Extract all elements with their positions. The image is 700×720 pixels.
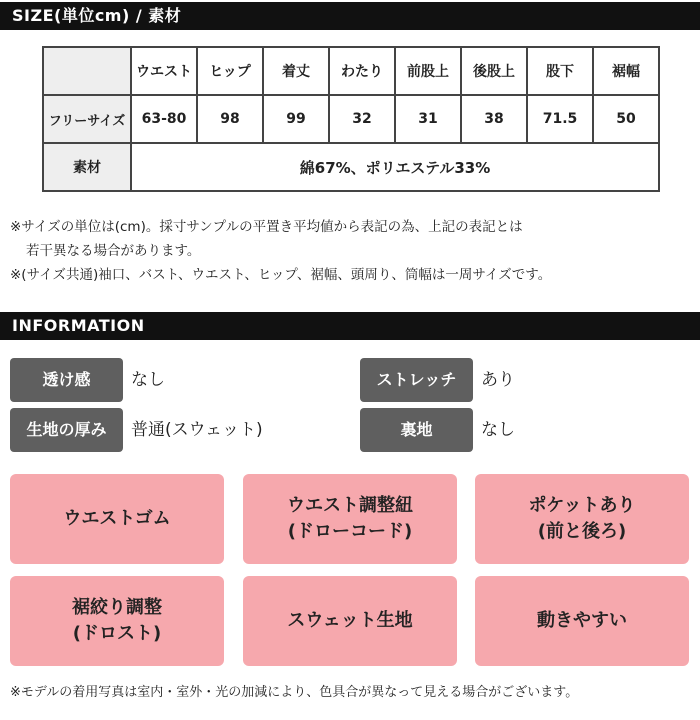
size-label: フリーサイズ [43, 95, 131, 143]
feature-easy-movement [475, 576, 689, 666]
feature-subline: (ドローコード) [287, 521, 413, 542]
value-hem-width: 50 [593, 95, 659, 143]
table-corner-cell [43, 47, 131, 95]
lining-label: 裏地 [360, 408, 473, 452]
header-inseam: 股下 [527, 47, 593, 95]
lining-value: なし [481, 420, 515, 440]
size-note-1-continued: 若干異なる場合があります。 [26, 243, 201, 259]
information-section-title: INFORMATION [0, 312, 700, 340]
photo-color-note: ※モデルの着用写真は室内・室外・光の加減により、色具合が異なって見える場合がございます。 [10, 685, 579, 700]
header-hip: ヒップ [197, 47, 263, 95]
value-thigh: 32 [329, 95, 395, 143]
material-row [43, 143, 659, 191]
feature-hem-adjust [10, 576, 224, 666]
size-note-1: ※サイズの単位は(cm)。採寸サンプルの平置き平均値から表記の為、上記の表記とは [10, 219, 523, 235]
feature-line: ウエストゴム [63, 508, 171, 529]
feature-line: ポケットあり [528, 495, 636, 516]
size-section-title: SIZE(単位cm) / 素材 [0, 2, 700, 30]
feature-line: 動きやすい [537, 610, 627, 631]
value-inseam: 71.5 [527, 95, 593, 143]
value-hip: 98 [197, 95, 263, 143]
feature-subline: (ドロスト) [72, 623, 162, 644]
value-waist: 63-80 [131, 95, 197, 143]
header-hem-width: 裾幅 [593, 47, 659, 95]
feature-line: スウェット生地 [287, 610, 413, 631]
header-front-rise: 前股上 [395, 47, 461, 95]
feature-line: 裾絞り調整 [72, 597, 162, 618]
feature-drawcord [243, 474, 457, 564]
feature-sweat-fabric [243, 576, 457, 666]
size-table-row [43, 95, 659, 143]
transparency-label: 透け感 [10, 358, 123, 402]
transparency-value: なし [131, 370, 165, 390]
header-waist: ウエスト [131, 47, 197, 95]
header-back-rise: 後股上 [461, 47, 527, 95]
size-note-2: ※(サイズ共通)袖口、バスト、ウエスト、ヒップ、裾幅、頭周り、筒幅は一周サイズです。 [10, 267, 552, 283]
value-front-rise: 31 [395, 95, 461, 143]
material-value: 綿67%、ポリエステル33% [131, 143, 659, 191]
stretch-value: あり [481, 370, 515, 390]
feature-subline: (前と後ろ) [537, 521, 627, 542]
value-length: 99 [263, 95, 329, 143]
header-length: 着丈 [263, 47, 329, 95]
size-table-header-row [43, 47, 659, 95]
header-thigh: わたり [329, 47, 395, 95]
size-notes [10, 215, 690, 287]
thickness-value: 普通(スウェット) [131, 420, 263, 440]
feature-line: ウエスト調整紐 [287, 495, 413, 516]
stretch-label: ストレッチ [360, 358, 473, 402]
size-table [42, 46, 660, 192]
feature-pockets [475, 474, 689, 564]
feature-elastic-waist [10, 474, 224, 564]
value-back-rise: 38 [461, 95, 527, 143]
material-label: 素材 [43, 143, 131, 191]
thickness-label: 生地の厚み [10, 408, 123, 452]
